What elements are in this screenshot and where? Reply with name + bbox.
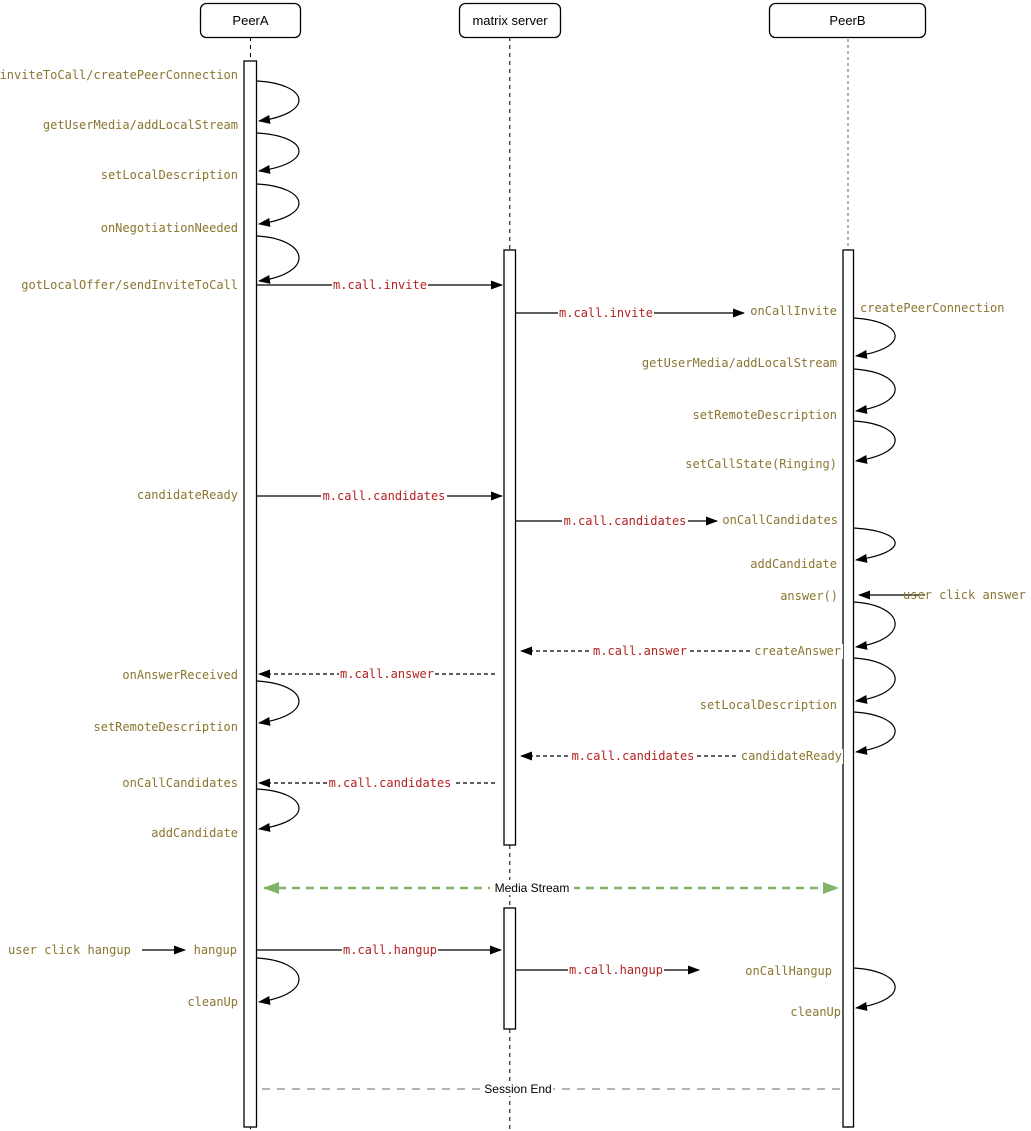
label-peera-step-2: setLocalDescription xyxy=(100,168,238,182)
label-peerb-step-6: addCandidate xyxy=(750,557,837,571)
label-msg-answer-2: m.call.answer xyxy=(340,667,434,681)
self-loop-peera-3 xyxy=(257,184,299,224)
self-loop-peerb-2 xyxy=(854,369,896,411)
media-stream-label: Media Stream xyxy=(494,881,570,895)
self-loop-peera-7 xyxy=(257,958,299,1002)
label-user-click-hangup: user click hangup xyxy=(8,943,131,957)
label-peera-step-5: candidateReady xyxy=(136,488,238,502)
label-msg-candidates-1: m.call.candidates xyxy=(322,489,446,503)
label-peera-step-9: addCandidate xyxy=(151,826,238,840)
label-peera-step-4: gotLocalOffer/sendInviteToCall xyxy=(21,278,238,292)
label-peerb-step-2: getUserMedia/addLocalStream xyxy=(641,356,837,370)
label-peerb-step-11: onCallHangup xyxy=(745,964,832,978)
self-loop-peerb-4 xyxy=(854,528,896,560)
activation-peerb xyxy=(843,250,854,1127)
activation-server-1 xyxy=(504,250,516,845)
label-peerb-step-9: setLocalDescription xyxy=(699,698,837,712)
self-loop-peerb-6 xyxy=(854,658,896,701)
self-loop-peera-4 xyxy=(257,236,299,281)
label-peera-step-3: onNegotiationNeeded xyxy=(100,221,238,235)
label-peerb-step-3: setRemoteDescription xyxy=(692,408,837,422)
label-peera-step-1: getUserMedia/addLocalStream xyxy=(42,118,238,132)
session-end-label: Session End xyxy=(484,1082,552,1096)
label-peera-step-11: cleanUp xyxy=(187,995,238,1009)
label-peerb-step-8: createAnswer xyxy=(754,644,841,658)
actor-peera-label: PeerA xyxy=(232,13,269,28)
label-msg-candidates-3: m.call.candidates xyxy=(571,749,695,763)
self-loop-peerb-8 xyxy=(854,968,896,1008)
label-msg-hangup-2: m.call.hangup xyxy=(569,963,663,977)
label-peera-step-10: hangup xyxy=(193,943,237,957)
label-peera-step-0: inviteToCall/createPeerConnection xyxy=(0,68,238,82)
label-peerb-step-10: candidateReady xyxy=(740,749,842,763)
label-peerb-step-5: onCallCandidates xyxy=(722,513,838,527)
self-loop-peerb-3 xyxy=(854,421,896,461)
label-peerb-step-1: createPeerConnection xyxy=(860,301,1005,315)
label-msg-invite-2: m.call.invite xyxy=(559,306,653,320)
self-loop-peera-5 xyxy=(257,681,299,723)
activation-peera xyxy=(244,61,257,1127)
label-msg-hangup-1: m.call.hangup xyxy=(343,943,437,957)
actor-server-label: matrix server xyxy=(472,13,548,28)
self-loop-peera-6 xyxy=(257,789,299,829)
label-peerb-step-0: onCallInvite xyxy=(750,304,837,318)
label-user-click-answer: user click answer xyxy=(903,588,1026,602)
actor-peerb-label: PeerB xyxy=(829,13,866,28)
self-loop-peerb-7 xyxy=(854,712,896,752)
self-loop-peerb-5 xyxy=(854,602,896,647)
label-msg-candidates-2: m.call.candidates xyxy=(563,514,687,528)
label-peerb-step-7: answer() xyxy=(780,589,838,603)
self-loop-peera-2 xyxy=(257,133,299,171)
label-msg-invite-1: m.call.invite xyxy=(333,278,427,292)
label-msg-candidates-4: m.call.candidates xyxy=(328,776,452,790)
label-peera-step-8: onCallCandidates xyxy=(122,776,238,790)
label-msg-answer-1: m.call.answer xyxy=(593,644,687,658)
self-loop-peerb-1 xyxy=(854,318,896,356)
activation-server-2 xyxy=(504,908,516,1029)
label-peera-step-6: onAnswerReceived xyxy=(122,668,238,682)
self-loop-peera-1 xyxy=(257,81,299,121)
label-peera-step-7: setRemoteDescription xyxy=(93,720,238,734)
label-peerb-step-12: cleanUp xyxy=(790,1005,841,1019)
label-peerb-step-4: setCallState(Ringing) xyxy=(685,457,837,471)
